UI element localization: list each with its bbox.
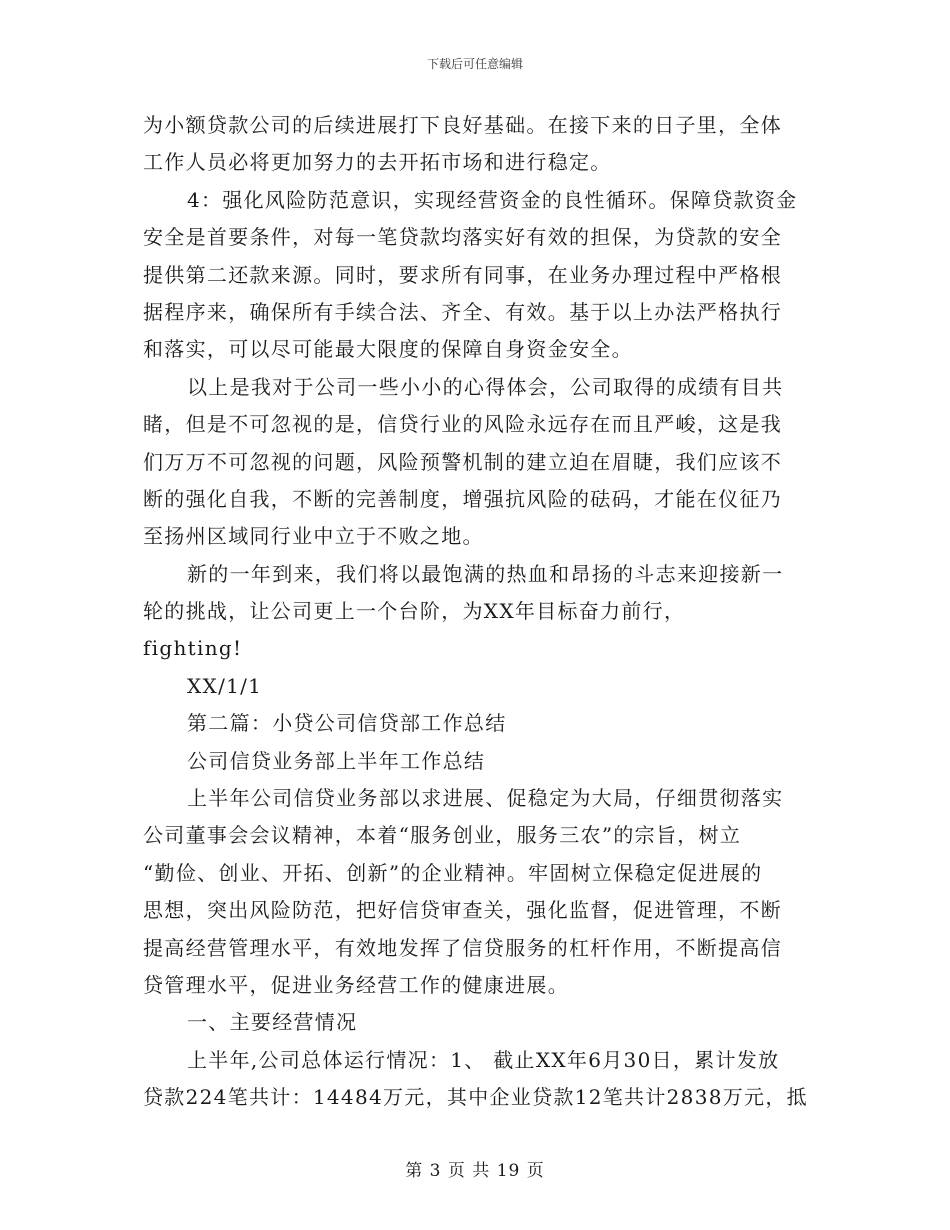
text-line: 4：强化风险防范意识，实现经营资金的良性循环。保障贷款资金: [187, 187, 798, 212]
text-line: 以上是我对于公司一些小小的心得体会，公司取得的成绩有目共: [187, 374, 784, 399]
text-line: 至扬州区域同行业中立于不败之地。: [143, 524, 484, 549]
text-line: 贷管理水平，促进业务经营工作的健康进展。: [143, 972, 569, 997]
text-line: 上半年,公司总体运行情况：1、 截止XX年6月30日，累计发放: [187, 1047, 780, 1072]
text-line: 工作人员必将更加努力的去开拓市场和进行稳定。: [143, 150, 612, 175]
text-line: 公司信贷业务部上半年工作总结: [187, 748, 486, 773]
text-line: 公司董事会会议精神，本着“服务创业，服务三农”的宗旨，树立: [143, 823, 742, 848]
text-line: 们万万不可忽视的问题，风险预警机制的建立迫在眉睫，我们应该不: [143, 449, 782, 474]
text-line: 第二篇：小贷公司信贷部工作总结: [187, 711, 507, 736]
text-line: 为小额贷款公司的后续进展打下良好基础。在接下来的日子里，全体: [143, 113, 782, 137]
text-line: fighting!: [143, 636, 243, 661]
text-line: 提供第二还款来源。同时，要求所有同事，在业务办理过程中严格根: [143, 262, 782, 287]
text-line: 上半年公司信贷业务部以求进展、促稳定为大局，仔细贯彻落实: [187, 786, 784, 811]
page-number-footer: 第 3 页 共 19 页: [405, 1161, 545, 1181]
text-line: 贷款224笔共计：14484万元，其中企业贷款12笔共计2838万元，抵: [143, 1085, 808, 1110]
text-line: 和落实，可以尽可能最大限度的保障自身资金安全。: [143, 337, 633, 362]
text-line: 思想，突出风险防范，把好信贷审查关，强化监督，促进管理，不断: [143, 898, 782, 923]
text-line: 新的一年到来，我们将以最饱满的热血和昂扬的斗志来迎接新一: [187, 561, 784, 586]
text-line: 一、主要经营情况: [187, 1010, 358, 1035]
text-line: 提高经营管理水平，有效地发挥了信贷服务的杠杆作用，不断提高信: [143, 935, 782, 960]
text-line: 安全是首要条件，对每一笔贷款均落实好有效的担保，为贷款的安全: [143, 225, 782, 250]
text-line: “勤俭、创业、开拓、创新”的企业精神。牢固树立保稳定促进展的: [143, 860, 763, 885]
page-header-note: 下载后可任意编辑: [426, 57, 523, 71]
text-line: XX/1/1: [187, 673, 263, 698]
text-line: 断的强化自我，不断的完善制度，增强抗风险的砝码，才能在仪征乃: [143, 486, 782, 511]
text-line: 据程序来，确保所有手续合法、齐全、有效。基于以上办法严格执行: [143, 299, 782, 324]
text-line: 睹，但是不可忽视的是，信贷行业的风险永远存在而且严峻，这是我: [143, 412, 782, 437]
document-body: [143, 107, 808, 1117]
text-line: 轮的挑战，让公司更上一个台阶，为XX年目标奋力前行，: [143, 599, 686, 624]
